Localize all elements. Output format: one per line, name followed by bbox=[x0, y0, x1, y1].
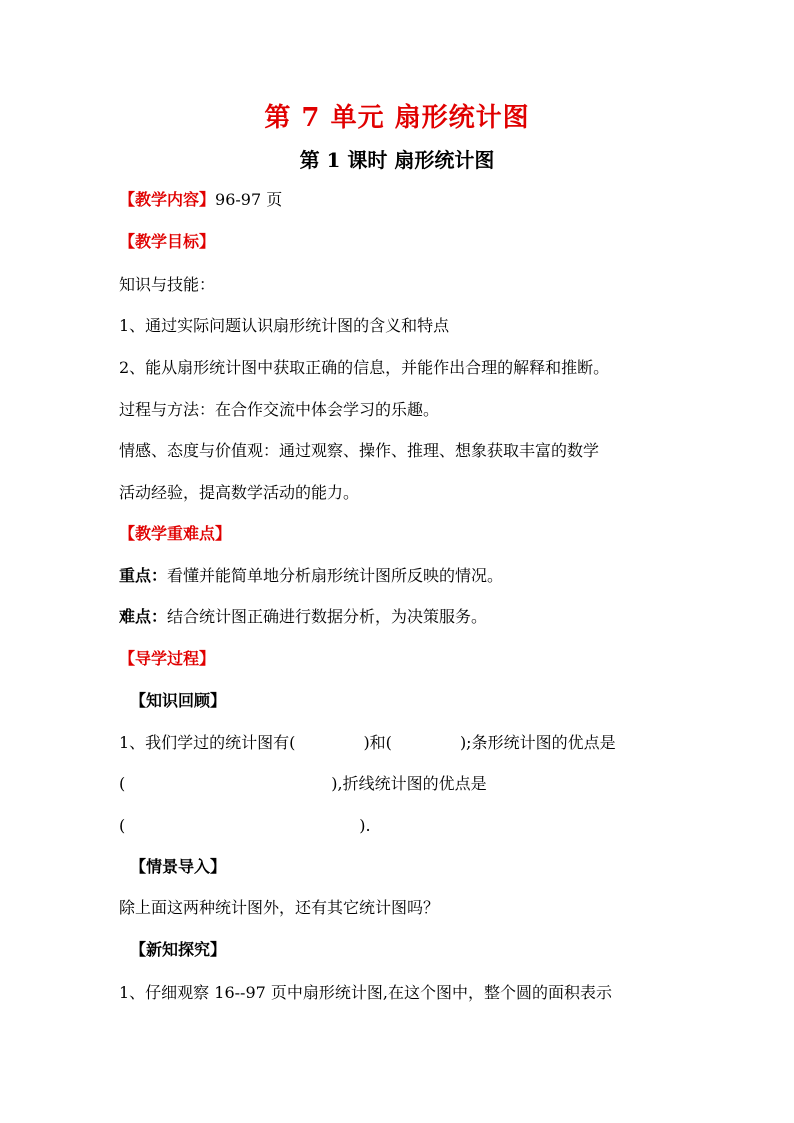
review-q1-part3: );条形统计图的优点是 bbox=[459, 733, 616, 752]
focus-label: 重点： bbox=[119, 566, 168, 585]
focus-text: 看懂并能简单地分析扇形统计图所反映的情况。 bbox=[167, 566, 504, 585]
review-q1-line3-start: ( bbox=[119, 816, 126, 835]
review-question-1 bbox=[119, 733, 616, 753]
review-q1-line2-start: ( bbox=[119, 774, 126, 793]
scene-intro-text: 除上面这两种统计图外，还有其它统计图吗？ bbox=[119, 898, 440, 917]
review-q1-line2-end: ),折线统计图的优点是 bbox=[331, 774, 487, 793]
goal-item-1: 1、通过实际问题认识扇形统计图的含义和特点 bbox=[119, 316, 450, 335]
review-question-1-line-3 bbox=[119, 816, 371, 836]
knowledge-review-label: 【知识回顾】 bbox=[130, 691, 227, 710]
process-methods: 过程与方法：在合作交流中体会学习的乐趣。 bbox=[119, 400, 440, 419]
teaching-content-line bbox=[119, 190, 282, 210]
review-q1-part1: 1、我们学过的统计图有( bbox=[119, 733, 296, 752]
difficulty-line bbox=[119, 607, 487, 627]
key-points-label: 【教学重难点】 bbox=[119, 524, 232, 543]
teaching-content-label: 【教学内容】 bbox=[119, 190, 216, 209]
explore-question-1: 1、仔细观察 16--97 页中扇形统计图,在这个图中，整个圆的面积表示 bbox=[119, 983, 612, 1002]
emotion-line-1: 情感、态度与价值观：通过观察、操作、推理、想象获取丰富的数学 bbox=[119, 441, 600, 460]
teaching-content-value: 96-97 页 bbox=[215, 190, 283, 209]
page-title: 第 7 单元 扇形统计图 bbox=[264, 103, 530, 133]
focus-line bbox=[119, 566, 503, 586]
new-knowledge-label: 【新知探究】 bbox=[130, 940, 227, 959]
review-q1-part2: )和( bbox=[363, 733, 392, 752]
guided-process-label: 【导学过程】 bbox=[119, 649, 216, 668]
knowledge-heading: 知识与技能： bbox=[119, 275, 216, 294]
review-question-1-line-2 bbox=[119, 774, 487, 794]
teaching-goals-label: 【教学目标】 bbox=[119, 232, 216, 251]
lesson-subtitle: 第 1 课时 扇形统计图 bbox=[299, 148, 495, 172]
difficulty-text: 结合统计图正确进行数据分析，为决策服务。 bbox=[167, 607, 488, 626]
goal-item-2: 2、能从扇形统计图中获取正确的信息，并能作出合理的解释和推断。 bbox=[119, 358, 610, 377]
review-q1-line3-end: ). bbox=[359, 816, 371, 835]
difficulty-label: 难点： bbox=[119, 607, 168, 626]
emotion-line-2: 活动经验，提高数学活动的能力。 bbox=[119, 483, 360, 502]
scene-intro-label: 【情景导入】 bbox=[130, 857, 227, 876]
